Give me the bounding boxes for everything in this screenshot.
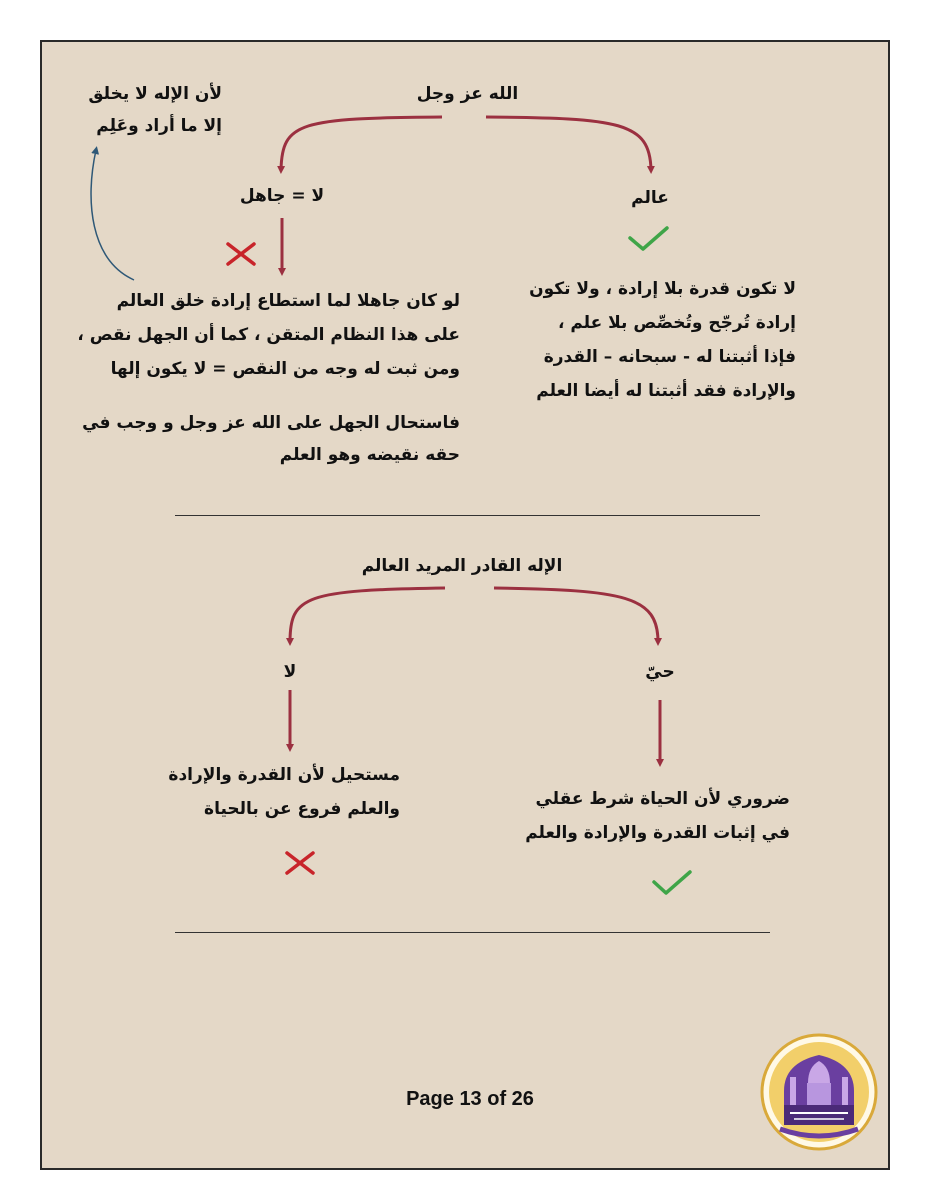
section-divider-1 <box>175 515 760 516</box>
left-text-1-line-3: ومن ثبت له وجه من النقص = لا يكون إلها <box>110 359 460 379</box>
right-text-2-line-2: في إثبات القدرة والإرادة والعلم <box>525 823 790 843</box>
left-branch-2: لا <box>283 662 297 682</box>
root-node-1: الله عز وجل <box>416 84 519 104</box>
root-node-2: الإله القادر المريد العالم <box>361 556 563 576</box>
left-conclusion-line-1: فاستحال الجهل على الله عز وجل و وجب في <box>82 413 460 433</box>
left-text-2-line-1: مستحيل لأن القدرة والإرادة <box>168 765 400 785</box>
arrow-left-branch-1 <box>281 117 442 170</box>
left-text-1-line-2: على هذا النظام المتقن ، كما أن الجهل نقص ، <box>77 325 460 345</box>
page-number: Page 13 of 26 <box>406 1088 534 1110</box>
school-logo <box>760 1033 878 1151</box>
left-text-2-line-2: والعلم فروع عن بالحياة <box>204 799 400 819</box>
right-text-1-line-3: فإذا أثبتنا له - سبحانه – القدرة <box>543 347 796 367</box>
left-conclusion-line-2: حقه نقيضه وهو العلم <box>279 445 460 465</box>
check-icon-2 <box>654 872 690 893</box>
cross-icon-2 <box>287 853 313 873</box>
right-branch-1: عالم <box>631 188 669 208</box>
note-line-2: إلا ما أراد وعَلِم <box>96 116 222 136</box>
cross-icon-1 <box>228 244 254 264</box>
arrow-right-branch-1 <box>486 117 651 170</box>
right-text-1-line-4: والإرادة فقد أثبتنا له أيضا العلم <box>536 381 796 401</box>
left-text-1-line-1: لو كان جاهلا لما استطاع إرادة خلق العالم <box>116 291 460 311</box>
arrow-right-branch-2 <box>494 588 658 642</box>
right-branch-2: حيّ <box>645 662 675 682</box>
right-text-1-line-1: لا تكون قدرة بلا إرادة ، ولا تكون <box>529 279 796 299</box>
right-text-2-line-1: ضروري لأن الحياة شرط عقلي <box>535 789 790 809</box>
note-line-1: لأن الإله لا يخلق <box>88 84 222 104</box>
arrow-left-branch-2 <box>290 588 445 642</box>
note-arrow <box>91 150 134 280</box>
right-text-1-line-2: إرادة تُرجّح وتُخصِّص بلا علم ، <box>557 313 796 333</box>
left-branch-1: لا = جاهل <box>239 186 325 206</box>
check-icon-1 <box>630 228 667 249</box>
section-divider-2 <box>175 932 770 933</box>
